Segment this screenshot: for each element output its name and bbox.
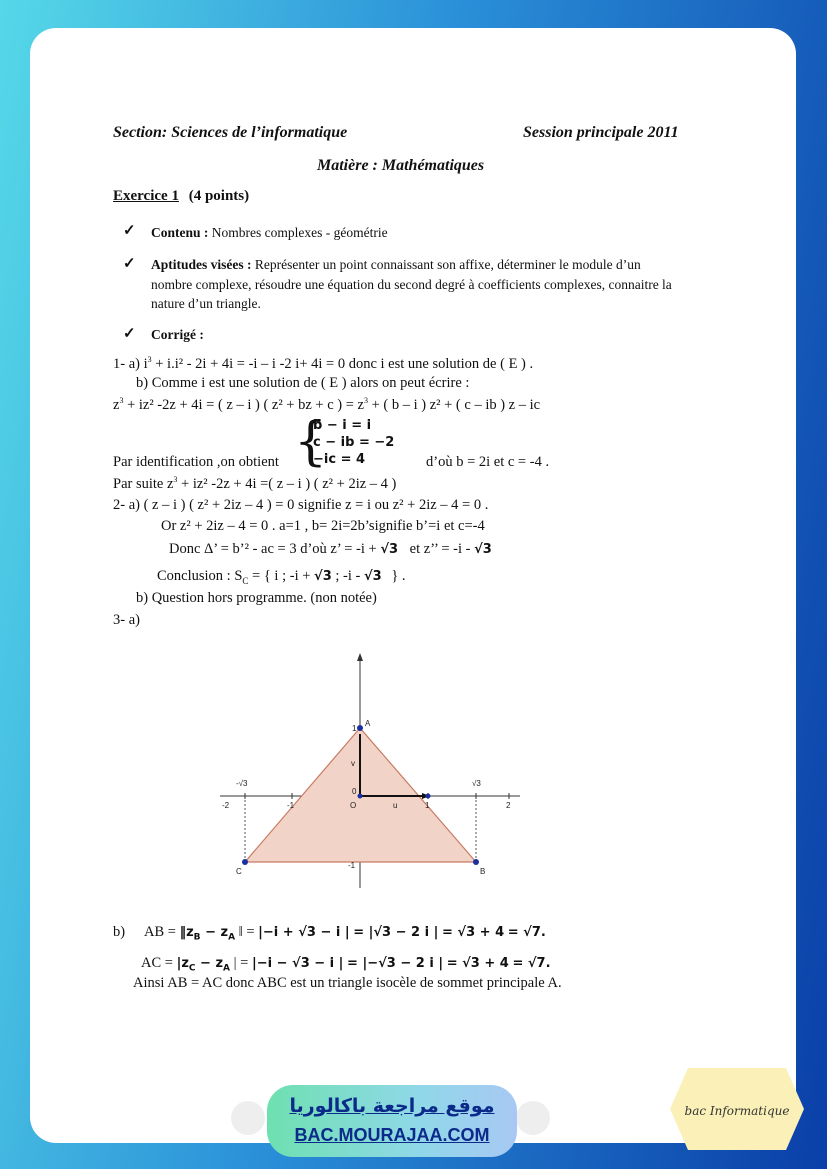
triangle-figure xyxy=(210,648,530,893)
point-unit xyxy=(426,794,431,799)
corrige-label: Corrigé : xyxy=(151,327,204,342)
suite-line xyxy=(113,475,396,493)
session-title: Session principale 2011 xyxy=(523,124,679,141)
site-banner[interactable] xyxy=(267,1085,517,1157)
sqrt-3: √3 xyxy=(363,569,382,584)
sqrt-3: √3 xyxy=(474,542,492,557)
ab-expr-3: = √3 + 4 xyxy=(441,925,505,940)
ac-eq-1: | = xyxy=(233,955,249,971)
point-o xyxy=(358,794,363,799)
part2-a: 2- a) ( z – i ) ( z² + 2iz – 4 ) = 0 signifie z = i ou z² + 2iz – 4 = 0 . xyxy=(113,497,489,513)
sqrt-3: √3 xyxy=(314,569,332,584)
ac-sub-a: A xyxy=(223,963,231,974)
site-arabic-title[interactable]: موقع مراجعة باكالوريا xyxy=(289,1095,495,1117)
conclusion-3: ; -i - xyxy=(335,568,361,584)
check-icon: ✓ xyxy=(123,223,136,239)
y-axis-arrow xyxy=(357,653,363,661)
ac-sub-c: C xyxy=(188,963,196,974)
bac-informatique-badge xyxy=(668,1066,806,1152)
label-c: C xyxy=(236,867,242,876)
exercise-title: Exercice 1 xyxy=(113,188,179,204)
aptitudes-text-1: Représenter un point connaissant son affixe, déterminer le module d’un xyxy=(254,257,641,272)
check-icon: ✓ xyxy=(123,256,136,272)
exercise-heading xyxy=(113,188,249,205)
label-xm2: -2 xyxy=(222,801,230,810)
solution-3c: + ( b – i ) z² + ( c – ib ) z – ic xyxy=(367,396,541,413)
part3-a: 3- a) xyxy=(113,612,140,628)
point-b xyxy=(473,859,479,865)
contenu-text: Nombres complexes - géométrie xyxy=(211,225,388,240)
exercise-points: (4 points) xyxy=(188,188,250,204)
ab-expr-2: = |√3 − 2 i | xyxy=(353,925,439,940)
label-o: O xyxy=(350,801,357,810)
ab-line xyxy=(144,924,546,943)
sqrt-3: √3 xyxy=(380,542,399,557)
identification-result: d’où b = 2i et c = -4 . xyxy=(426,454,550,470)
label-x0: 0 xyxy=(352,787,357,796)
exponent: 3 xyxy=(119,396,124,405)
contenu-line xyxy=(151,225,388,241)
ac-abs-open: |z xyxy=(176,956,189,971)
section-title: Section: Sciences de l’informatique xyxy=(113,124,348,141)
delta-text-2: et z’’ = -i - xyxy=(409,541,471,557)
aptitudes-text-2: nombre complexe, résoudre une équation du second degré à coefficients complexes, connaitre la xyxy=(151,277,672,292)
part2-delta xyxy=(169,541,492,558)
suite-b: + iz² -2z + 4i =( z – i ) ( z² + 2iz – 4 ) xyxy=(177,475,397,492)
delta-text: Donc Δ’ = b’² - ac = 3 d’où z’ = -i + xyxy=(169,541,377,557)
label-b: B xyxy=(480,867,486,876)
ac-label: AC = xyxy=(141,955,173,971)
solution-1b: + i.i² - 2i + 4i = -i – i -2 i+ 4i = 0 donc i est une solution de ( E ) . xyxy=(151,355,534,372)
z-var: z xyxy=(113,396,120,413)
conclusion-label: Conclusion : S xyxy=(157,568,243,584)
subject-title: Matière : Mathématiques xyxy=(317,157,485,174)
ab-sub-b: B xyxy=(193,932,201,943)
conclusion-4: } . xyxy=(391,568,406,584)
label-x2: 2 xyxy=(506,801,511,810)
part2-or: Or z² + 2iz – 4 = 0 . a=1 , b= 2i=2b’signifie b’=i et c=-4 xyxy=(161,518,485,534)
solution-line-1 xyxy=(113,355,533,373)
ac-expr-1: |−i − √3 − i | xyxy=(251,956,344,971)
check-icon: ✓ xyxy=(123,326,136,342)
solution-line-2: b) Comme i est une solution de ( E ) alors on peut écrire : xyxy=(136,375,470,391)
suite-a: Par suite z xyxy=(113,475,174,492)
ab-result: = √7. xyxy=(507,925,546,940)
ab-minus: − z xyxy=(205,925,229,940)
solution-1a: 1- a) i xyxy=(113,355,148,372)
logo-icon xyxy=(231,1101,265,1135)
ab-abs-open: ‖z xyxy=(179,925,194,940)
conclusion-isosceles: Ainsi AB = AC donc ABC est un triangle isocèle de sommet principale A. xyxy=(133,975,562,991)
part-b-label: b) xyxy=(113,924,126,940)
logo-icon xyxy=(516,1101,550,1135)
contenu-label: Contenu : xyxy=(151,225,209,240)
ac-minus: − z xyxy=(200,956,224,971)
label-y1: 1 xyxy=(352,724,357,733)
ac-line xyxy=(141,955,551,974)
document-page xyxy=(30,28,796,1143)
label-xm1: -1 xyxy=(287,801,295,810)
ab-sub-a: A xyxy=(228,932,236,943)
part2-b: b) Question hors programme. (non notée) xyxy=(136,590,377,606)
label-sqrt3: √3 xyxy=(472,779,481,788)
exponent: 3 xyxy=(363,396,368,405)
identification-text: Par identification ,on obtient xyxy=(113,454,279,470)
conclusion-sub: C xyxy=(242,575,249,586)
label-ym1: -1 xyxy=(348,861,356,870)
ac-expr-2: = |−√3 − 2 i | xyxy=(347,956,444,971)
solution-3b: + iz² -2z + 4i = ( z – i ) ( z² + bz + c ) = z xyxy=(123,396,364,413)
ac-expr-3: = √3 + 4 xyxy=(446,956,509,971)
aptitudes-line xyxy=(151,257,641,273)
site-url[interactable]: BAC.MOURAJAA.COM xyxy=(294,1125,490,1145)
aptitudes-text-3: nature d’un triangle. xyxy=(151,296,261,311)
ac-result: = √7. xyxy=(512,956,551,971)
system-eq-1: b − i = i xyxy=(313,418,372,433)
label-msqrt3: -√3 xyxy=(236,779,248,788)
point-c xyxy=(242,859,248,865)
system-eq-3: −ic = 4 xyxy=(313,452,366,467)
point-a xyxy=(357,725,363,731)
aptitudes-label: Aptitudes visées : xyxy=(151,257,252,272)
ab-expr-1: |−i + √3 − i | xyxy=(258,925,350,940)
label-x1: 1 xyxy=(425,801,430,810)
ab-label: AB = xyxy=(144,924,176,940)
system-brace: { xyxy=(294,412,328,472)
exponent: 3 xyxy=(147,355,152,364)
conclusion-2: = { i ; -i + xyxy=(252,568,311,584)
label-v: v xyxy=(351,759,355,768)
ab-eq-1: ‖ = xyxy=(238,924,255,940)
part2-conclusion xyxy=(157,568,406,586)
label-a: A xyxy=(365,719,371,728)
badge-text: bac Informatique xyxy=(684,1104,790,1118)
system-eq-2: c − ib = −2 xyxy=(313,435,395,450)
label-u: u xyxy=(393,801,398,810)
exponent: 3 xyxy=(173,475,178,484)
